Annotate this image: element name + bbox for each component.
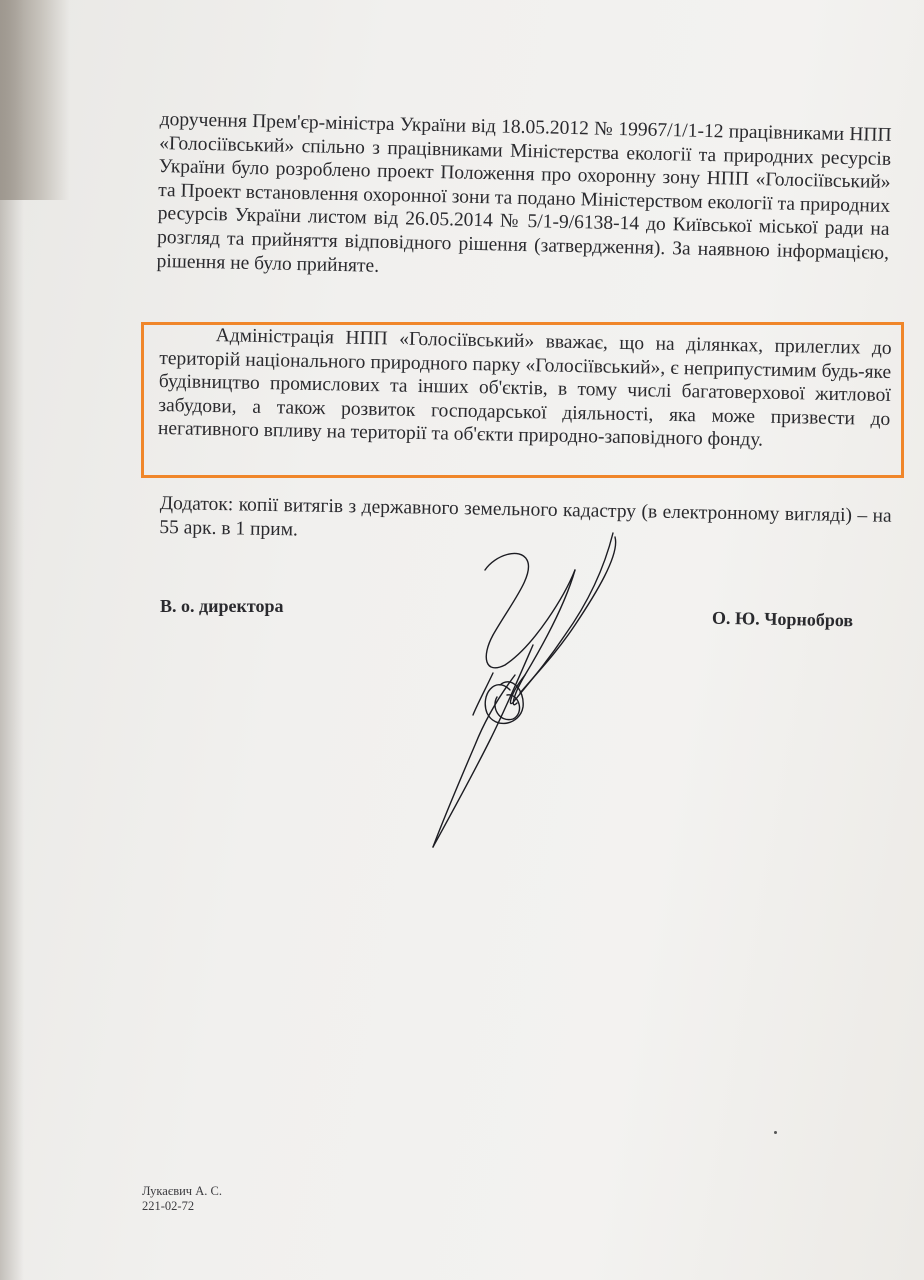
- page-edge-shadow-vertical: [0, 0, 24, 1280]
- signatory-name: О. Ю. Чорнобров: [711, 607, 854, 631]
- executor-block: [142, 1184, 222, 1214]
- executor-phone: 221-02-72: [142, 1199, 195, 1213]
- executor-name: Лукаєвич А. С.: [142, 1184, 222, 1198]
- ink-dot: [774, 1131, 777, 1134]
- signatory-title: В. о. директора: [160, 596, 284, 616]
- paragraph-3-attachment: Додаток: копії витягів з державного земельного кадастру (в електронному вигляді) – на 55 арк. в 1 прим.: [159, 492, 892, 541]
- orange-highlight-frame: [141, 322, 904, 478]
- paragraph-1: доручення Прем'єр-міністра України від 18.05.2012 № 19967/1/1-12 працівниками НПП «Голосіївський» спільно з працівниками Міністерства екології та природних ресурсів України було розроблено проект Положення про охоронну зону НПП «Голосіївський» та Проект встановлення охоронної зони та подано Міністерством екології та природних ресурсів України листом від 26.05.2014 № 5/1-9/6138-14 до Київської міської ради на розгляд та прийняття відповідного рішення (затвердження). За наявною інформацією, рішення не було прийняте.: [156, 108, 892, 277]
- handwritten-signature: [415, 525, 645, 860]
- paragraph-2-highlighted: Адміністрація НПП «Голосіївський» вважає, що на ділянках, прилеглих до територій національного природного парку «Голосіївський», є неприпустимим будь-яке будівництво промислових та інших об'єктів, в тому числі багатоверхової житлової забудови, а також розвиток господарської діяльності, яка може призвести до негативного впливу на території та об'єкти природно-заповідного фонду.: [157, 325, 892, 451]
